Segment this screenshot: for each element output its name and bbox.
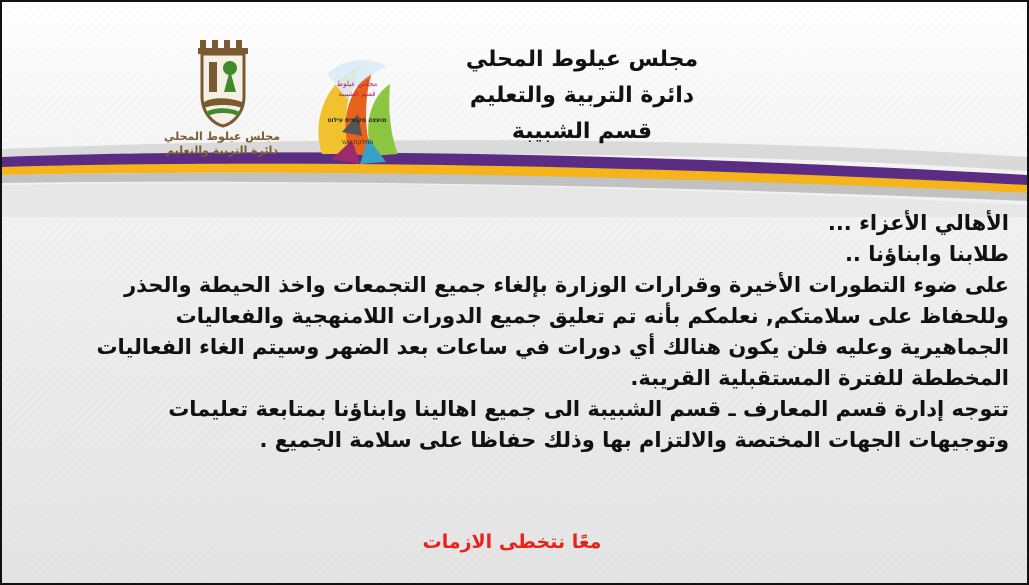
youth-logo-text-bottom: מועצה מקומית עילוט <box>327 117 387 124</box>
council-name: مجلس عيلوط المحلي <box>465 47 699 72</box>
closing-slogan: معًا نتخطى الازمات <box>422 531 602 553</box>
youth-logo-text-top: مجلس عيلوط <box>336 80 378 88</box>
body-line: تتوجه إدارة قسم المعارف ـ قسم الشبيبة الى جميع اهالينا وابناؤنا بمتابعة تعليمات <box>168 397 1009 421</box>
header-title-block <box>442 42 722 150</box>
council-emblem <box>192 36 254 128</box>
department-name: دائرة التربية والتعليم <box>469 83 695 108</box>
body-line: وللحفاظ على سلامتكم, نعلمكم بأنه تم تعليق جميع الدورات اللامنهجية والفعاليات <box>175 304 1009 328</box>
announcement-body <box>9 208 1009 456</box>
body-line: المخططة للفترة المستقبلية القريبة. <box>630 366 1009 390</box>
council-emblem-caption <box>162 130 282 158</box>
section-name: قسم الشبيبة <box>511 119 653 144</box>
body-line: الجماهيرية وعليه فلن يكون هنالك أي دورات في ساعات بعد الضهر وسيتم الغاء الفعاليات <box>96 335 1009 359</box>
youth-department-logo <box>302 44 412 174</box>
body-line: وتوجيهات الجهات المختصة والالتزام بها وذلك حفاظا على سلامة الجميع . <box>259 428 1009 452</box>
youth-logo-text-footer: מחלקת נוער <box>340 139 374 146</box>
youth-logo-text-mid: قسم الشبيبة <box>338 90 376 98</box>
body-line: الأهالي الأعزاء ... <box>827 211 1009 235</box>
council-emblem-caption-line1: مجلس عيلوط المحلي <box>163 130 281 143</box>
body-line: طلابنا وابناؤنا .. <box>844 242 1009 266</box>
council-emblem-caption-line2: دائرة التربية والتعليم <box>165 144 279 157</box>
body-line: على ضوء التطورات الأخيرة وقرارات الوزارة بإلغاء جميع التجمعات واخذ الحيطة والحذر <box>124 273 1009 297</box>
